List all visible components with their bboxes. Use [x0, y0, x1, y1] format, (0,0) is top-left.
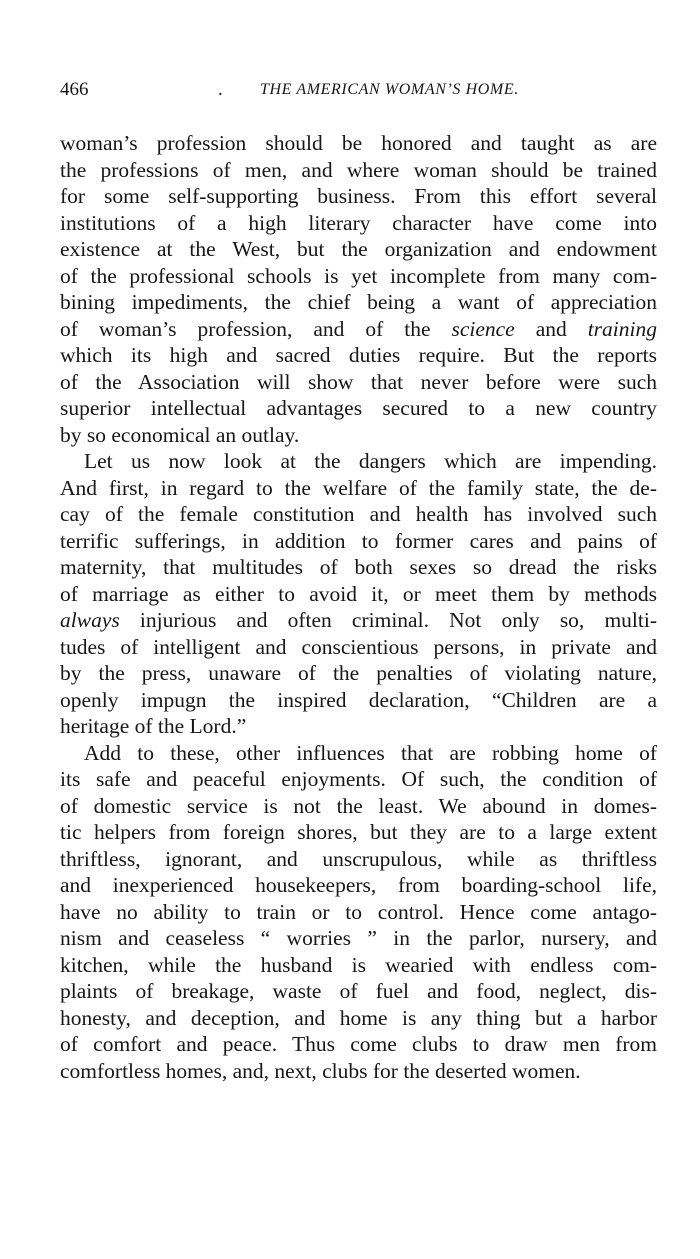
- text-line: its safe and peaceful enjoyments. Of such, the condition of: [60, 767, 657, 791]
- text-line: of the professional schools is yet incomplete from many com-: [60, 263, 657, 288]
- text-line: heritage of the Lord.”: [60, 714, 247, 738]
- text-line: terrific sufferings, in addition to former cares and pains of: [60, 528, 657, 553]
- text-line: and inexperienced housekeepers, from boarding-school life,: [60, 873, 657, 897]
- text-line: openly impugn the inspired declaration, “Children are a: [60, 687, 657, 712]
- text-line: cay of the female constitution and health has involved such: [60, 502, 657, 526]
- page-number: 466: [60, 79, 89, 100]
- text-line: of marriage as either to avoid it, or meet them by methods: [60, 581, 657, 606]
- text-line: of comfort and peace. Thus come clubs to draw men from: [60, 1032, 657, 1056]
- text-line: which its high and sacred duties require. But the reports: [60, 343, 657, 367]
- text-line: have no ability to train or to control. Hence come antago-: [60, 899, 657, 924]
- text-line: superior intellectual advantages secured to a new country: [60, 396, 657, 420]
- paragraph-3: [60, 740, 657, 1085]
- text-line: Let us now look at the dangers which are impending.: [84, 449, 657, 473]
- running-head: [60, 76, 660, 104]
- running-title: THE AMERICAN WOMAN’S HOME.: [260, 81, 519, 98]
- text-line: kitchen, while the husband is wearied with endless com-: [60, 952, 657, 977]
- text-line: always injurious and often criminal. Not only so, multi-: [60, 608, 657, 632]
- paragraph-2: [60, 448, 657, 740]
- text-line: institutions of a high literary character have come into: [60, 210, 657, 235]
- text-line: And first, in regard to the welfare of the family state, the de-: [60, 475, 657, 500]
- header-separator: .: [218, 79, 223, 100]
- emphasis: training: [587, 316, 657, 341]
- text-line: tic helpers from foreign shores, but they are to a large extent: [60, 820, 657, 844]
- text-line: honesty, and deception, and home is any thing but a harbor: [60, 1005, 657, 1030]
- paragraph-1: [60, 130, 657, 448]
- text-line: the professions of men, and where woman should be trained: [60, 157, 657, 182]
- text-line: existence at the West, but the organization and endowment: [60, 237, 657, 261]
- text-line: of domestic service is not the least. We abound in domes-: [60, 793, 657, 818]
- emphasis: science: [451, 316, 515, 341]
- text-line: nism and ceaseless “ worries ” in the parlor, nursery, and: [60, 926, 657, 950]
- body-text: [60, 130, 657, 1084]
- emphasis: always: [60, 608, 120, 632]
- text-line: tudes of intelligent and conscientious persons, in private and: [60, 634, 657, 659]
- text-line: of woman’s profession, and of the science and training: [60, 316, 657, 341]
- text-line: by the press, unaware of the penalties of violating nature,: [60, 661, 657, 685]
- text-line: maternity, that multitudes of both sexes so dread the risks: [60, 555, 657, 579]
- text-line: by so economical an outlay.: [60, 422, 300, 447]
- text-line: of the Association will show that never before were such: [60, 369, 657, 394]
- text-line: woman’s profession should be honored and taught as are: [60, 131, 657, 155]
- text-line: plaints of breakage, waste of fuel and food, neglect, dis-: [60, 979, 657, 1003]
- text-line: bining impediments, the chief being a want of appreciation: [60, 290, 657, 314]
- text-line: Add to these, other influences that are robbing home of: [84, 740, 657, 765]
- text-line: for some self-supporting business. From this effort several: [60, 184, 657, 208]
- text-line: thriftless, ignorant, and unscrupulous, while as thriftless: [60, 846, 657, 871]
- text-line: comfortless homes, and, next, clubs for the deserted women.: [60, 1058, 581, 1083]
